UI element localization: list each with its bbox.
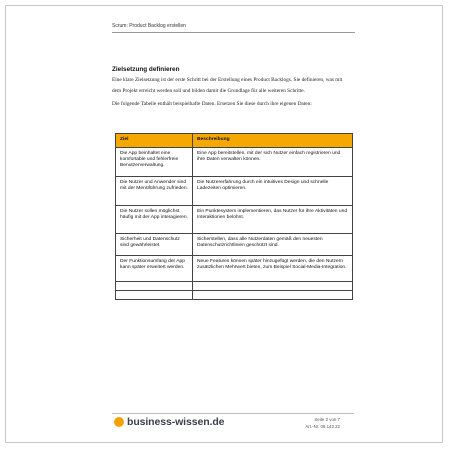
page-header-title: Scrum: Product Backlog erstellen	[112, 23, 186, 29]
description-cell: Neue Features können später hinzugefügt werden, die den Nutzern zusätzlichen Mehrwert bieten, zum Beispiel Social-Media-Integration.	[193, 256, 353, 282]
goals-table	[115, 133, 353, 300]
table-row	[116, 177, 353, 206]
goal-cell: Der Funktionsumfang der App kann später erweitert werden.	[116, 256, 193, 282]
description-cell	[193, 282, 353, 291]
goal-cell: Die App beinhaltet eine komfortable und fehlerfreie Benutzerverwaltung.	[116, 148, 193, 177]
brand-dot-icon	[114, 417, 124, 427]
section-heading: Zielsetzung definieren	[112, 66, 180, 73]
description-cell: Sicherstellen, dass alle Nutzerdaten gemäß den neuesten Datenschutzrichtlinien geschützt sind.	[193, 234, 353, 256]
brand-name: business-wissen.de	[127, 416, 225, 428]
header-divider	[112, 32, 355, 33]
footer-divider	[112, 413, 354, 414]
intro-paragraph: Eine klare Zielsetzung ist der erste Schritt bei der Erstellung eines Product Backlogs. Sie definieren, was mit dem Projekt erreicht werden soll und bilden damit die Grundlage für alle weiteren Schritte.	[112, 77, 343, 94]
table-header-row	[116, 134, 353, 148]
article-number: Art.-Nr. 09.143.22	[305, 424, 340, 429]
table-row	[116, 148, 353, 177]
empty-table-row	[116, 291, 353, 300]
description-cell: Eine App bereitstellen, mit der sich Nutzer einfach registrieren und ihre Daten verwalten können.	[193, 148, 353, 177]
goal-cell: Die Nutzer und Anwender sind mit der Menüführung zufrieden.	[116, 177, 193, 206]
description-cell	[193, 291, 353, 300]
column-header-goal: Ziel	[116, 134, 193, 148]
goal-cell: Sicherheit und Datenschutz sind gewährleistet.	[116, 234, 193, 256]
intro-text	[112, 75, 352, 112]
page-info	[305, 416, 340, 430]
column-header-description: Beschreibung	[193, 134, 353, 148]
table-row	[116, 256, 353, 282]
goal-cell	[116, 291, 193, 300]
table-row	[116, 234, 353, 256]
goal-cell: Die Nutzer sollen möglichst häufig mit der App interagieren.	[116, 206, 193, 234]
table-row	[116, 206, 353, 234]
empty-table-row	[116, 282, 353, 291]
brand-logo	[114, 416, 224, 428]
page-number: Seite 2 von 7	[314, 417, 340, 422]
instruction-paragraph: Die folgende Tabelle enthält beispielhafte Daten. Ersetzen Sie diese durch ihre eigenen Daten:	[112, 101, 312, 107]
description-cell: Die Nutzererfahrung durch ein intuitives Design und schnelle Ladezeiten optimieren.	[193, 177, 353, 206]
goal-cell	[116, 282, 193, 291]
description-cell: Ein Punktesystem implementieren, das Nutzer für ihre Aktivitäten und Interaktionen belohnt.	[193, 206, 353, 234]
document-page	[5, 5, 443, 443]
